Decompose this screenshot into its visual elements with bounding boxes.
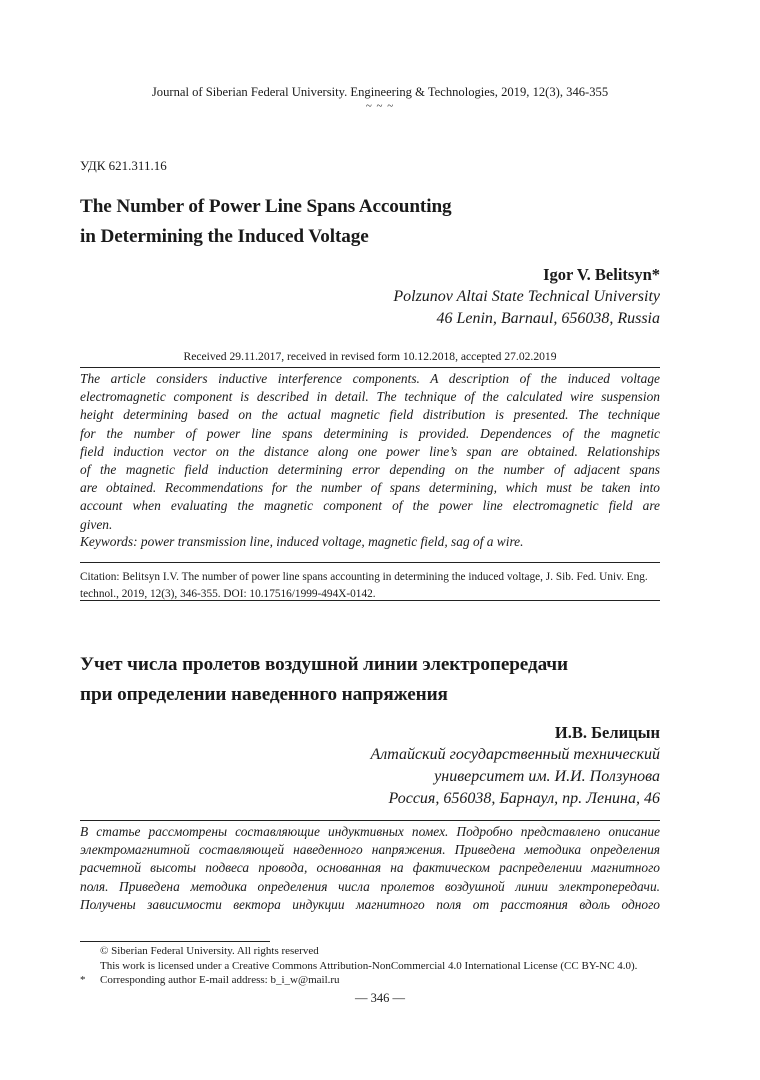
abstract-line: of the magnetic field induction determining error depending on the number of adjacent spans xyxy=(80,462,660,478)
english-title-line: The Number of Power Line Spans Accounting xyxy=(80,196,452,217)
russian-title-line: при определении наведенного напряжения xyxy=(80,684,448,705)
divider xyxy=(80,820,660,821)
abstract-line: for the number of power line spans determining is provided. Dependences of the magnetic xyxy=(80,425,660,441)
copyright-note: © Siberian Federal University. All rights reserved xyxy=(100,945,319,957)
abstract-line: Получены зависимости вектора индукции магнитного поля от расстояния вдоль одного xyxy=(80,896,660,912)
page-number: — 346 — xyxy=(355,991,405,1005)
asterisk-mark: * xyxy=(80,974,86,986)
divider xyxy=(80,367,660,368)
abstract-line: height determining based on the actual magnetic field distribution is presented. The technique xyxy=(80,407,660,423)
russian-affiliation-line: университет им. И.И. Ползунова xyxy=(434,768,660,785)
corresponding-author-text: Corresponding author E-mail address: b_i_w@mail.ru xyxy=(100,974,340,986)
russian-author-name: И.В. Белицын xyxy=(554,723,660,742)
header-separator: ~ ~ ~ xyxy=(365,100,395,112)
russian-title-line: Учет числа пролетов воздушной линии электропередачи xyxy=(80,654,568,675)
udk-code: УДК 621.311.16 xyxy=(80,158,167,173)
divider xyxy=(80,562,660,563)
abstract-line: account when evaluating the magnetic component of the power line electromagnetic field are xyxy=(80,498,660,514)
abstract-line: electromagnetic component is described in detail. The technique of the calculated wire suspension xyxy=(80,389,660,405)
citation-line: technol., 2019, 12(3), 346-355. DOI: 10.17516/1999-494X-0142. xyxy=(80,587,376,600)
abstract-line: are obtained. Recommendations for the number of spans determining, which must be taken into xyxy=(80,480,660,496)
abstract-line: расчетной высоты подвеса провода, основанная на фактическом распределении магнитного xyxy=(80,860,660,876)
abstract-line: поля. Приведена методика определения числа пролетов воздушной линии электропередачи. xyxy=(80,878,660,894)
english-title xyxy=(80,192,452,252)
citation-line: Citation: Belitsyn I.V. The number of power line spans accounting in determining the induced voltage, J. Sib. Fed. Univ. Eng. xyxy=(80,571,648,583)
russian-title xyxy=(80,650,568,710)
russian-abstract xyxy=(80,823,660,914)
english-affiliation-line: Polzunov Altai State Technical University xyxy=(393,288,660,305)
footnote-divider xyxy=(80,941,270,942)
russian-affiliation-line: Россия, 656038, Барнаул, пр. Ленина, 46 xyxy=(388,790,660,807)
english-abstract xyxy=(80,370,660,534)
keywords: Keywords: power transmission line, induced voltage, magnetic field, sag of a wire. xyxy=(80,534,524,549)
abstract-line: The article considers inductive interference components. A description of the induced voltage xyxy=(80,371,660,386)
russian-author-block xyxy=(180,722,660,810)
license-note: This work is licensed under a Creative Commons Attribution-NonCommercial 4.0 International License (CC BY-NC 4.0). xyxy=(100,959,638,972)
footnotes xyxy=(80,944,637,988)
corresponding-author-note xyxy=(80,973,637,988)
abstract-line: В статье рассмотрены составляющие индуктивных помех. Подробно представлено описание xyxy=(80,824,660,839)
russian-affiliation-line: Алтайский государственный технический xyxy=(370,746,660,763)
english-affiliation-line: 46 Lenin, Barnaul, 656038, Russia xyxy=(436,310,660,327)
received-dates: Received 29.11.2017, received in revised form 10.12.2018, accepted 27.02.2019 xyxy=(183,350,557,363)
divider xyxy=(80,600,660,601)
citation xyxy=(80,569,660,602)
english-author-name: Igor V. Belitsyn* xyxy=(543,265,660,284)
abstract-line: электромагнитной составляющей наведенного напряжения. Приведена методика определения xyxy=(80,842,660,858)
abstract-line: given. xyxy=(80,516,113,532)
journal-header: Journal of Siberian Federal University. Engineering & Technologies, 2019, 12(3), 346-355 xyxy=(151,85,609,99)
english-author-block xyxy=(180,264,660,330)
abstract-line: field induction vector on the distance along one power line’s span are obtained. Relationships xyxy=(80,443,660,459)
english-title-line: in Determining the Induced Voltage xyxy=(80,226,369,247)
